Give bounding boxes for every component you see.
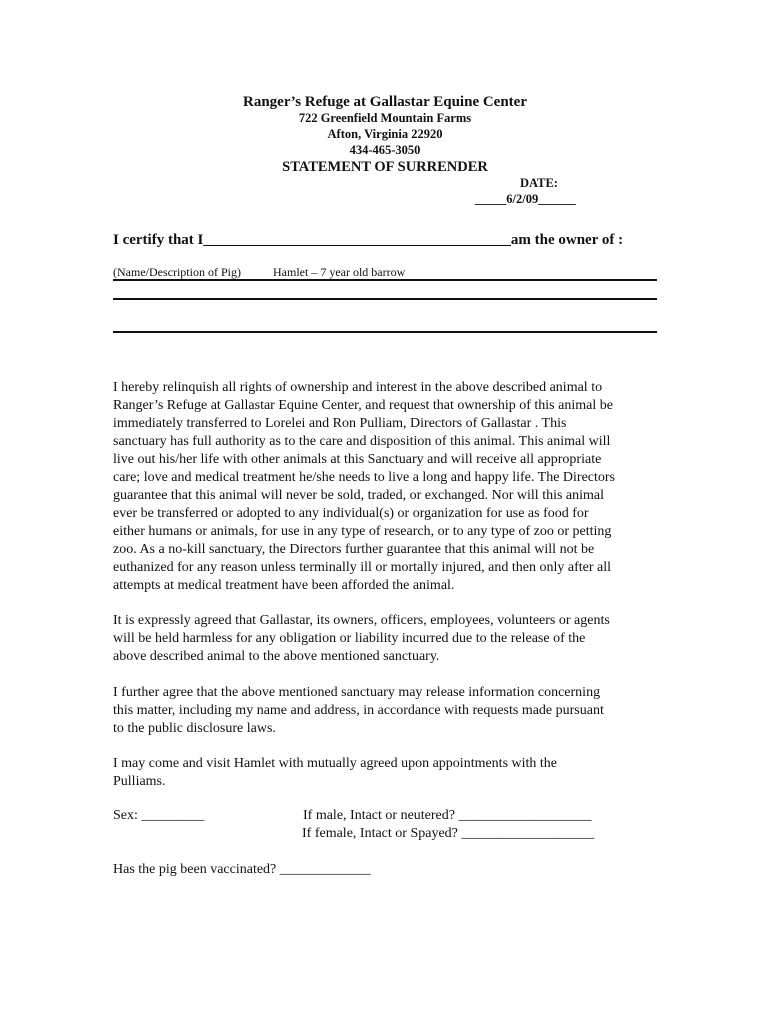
disclosure-paragraph xyxy=(113,684,658,738)
vaccinated-field[interactable]: Has the pig been vaccinated? _____________ xyxy=(113,862,371,877)
paragraph-line: care; love and medical treatment he/she needs to live a long and happy life. The Directors xyxy=(113,470,615,485)
pig-name-label: (Name/Description of Pig) xyxy=(113,265,241,279)
harmless-paragraph xyxy=(113,612,658,666)
address-line: 722 Greenfield Mountain Farms xyxy=(298,111,472,125)
pig-description: Hamlet – 7 year old barrow xyxy=(273,265,406,279)
paragraph-line: guarantee that this animal will never be sold, traded, or exchanged. Nor will this animal xyxy=(113,488,605,503)
paragraph-line: either humans or animals, for use in any type of research, or to any type of zoo or petting xyxy=(113,524,612,539)
org-name: Ranger’s Refuge at Gallastar Equine Center xyxy=(243,94,527,110)
date-label: DATE: xyxy=(520,176,558,190)
paragraph-line: ever be transferred or adopted to any individual(s) or organization for use as food for xyxy=(113,506,589,521)
male-neutered-field[interactable]: If male, Intact or neutered? ___________________ xyxy=(303,808,592,823)
paragraph-line: euthanized for any reason unless terminally ill or mortally injured, and then only after all xyxy=(113,560,612,575)
paragraph-line: Pulliams. xyxy=(113,774,166,789)
paragraph-line: to the public disclosure laws. xyxy=(113,721,276,736)
blank-line-1 xyxy=(113,298,657,300)
paragraph-line: I further agree that the above mentioned sanctuary may release information concerning xyxy=(113,685,601,700)
document-title: STATEMENT OF SURRENDER xyxy=(282,159,488,175)
paragraph-line: Ranger’s Refuge at Gallastar Equine Center, and request that ownership of this animal be xyxy=(113,398,613,413)
paragraph-line: this matter, including my name and address, in accordance with requests made pursuant xyxy=(113,703,604,718)
phone-number: 434-465-3050 xyxy=(349,143,421,157)
paragraph-line: sanctuary has full authority as to the care and disposition of this animal. This animal will xyxy=(113,434,611,449)
paragraph-line: live out his/her life with other animals at this Sanctuary and will receive all appropriate xyxy=(113,452,602,467)
paragraph-line: It is expressly agreed that Gallastar, its owners, officers, employees, volunteers or agents xyxy=(113,613,610,628)
paragraph-line: I may come and visit Hamlet with mutually agreed upon appointments with the xyxy=(113,756,558,771)
pig-description-line xyxy=(113,279,657,281)
female-spayed-field[interactable]: If female, Intact or Spayed? ___________________ xyxy=(302,826,595,841)
blank-line-2 xyxy=(113,331,657,333)
date-value: _____6/2/09______ xyxy=(475,192,576,206)
paragraph-line: attempts at medical treatment have been afforded the animal. xyxy=(113,578,455,593)
paragraph-line: above described animal to the above mentioned sanctuary. xyxy=(113,649,440,664)
paragraph-line: zoo. As a no-kill sanctuary, the Directors further guarantee that this animal will not be xyxy=(113,542,595,557)
sex-field[interactable]: Sex: _________ xyxy=(113,808,205,823)
paragraph-line: I hereby relinquish all rights of ownership and interest in the above described animal to xyxy=(113,380,603,395)
relinquish-paragraph xyxy=(113,379,658,595)
paragraph-line: will be held harmless for any obligation or liability incurred due to the release of the xyxy=(113,631,586,646)
paragraph-line: immediately transferred to Lorelei and Ron Pulliam, Directors of Gallastar . This xyxy=(113,416,567,431)
city-line: Afton, Virginia 22920 xyxy=(327,127,443,141)
certify-statement: I certify that I_________________________________________am the owner of : xyxy=(113,232,624,248)
visit-paragraph xyxy=(113,755,658,791)
